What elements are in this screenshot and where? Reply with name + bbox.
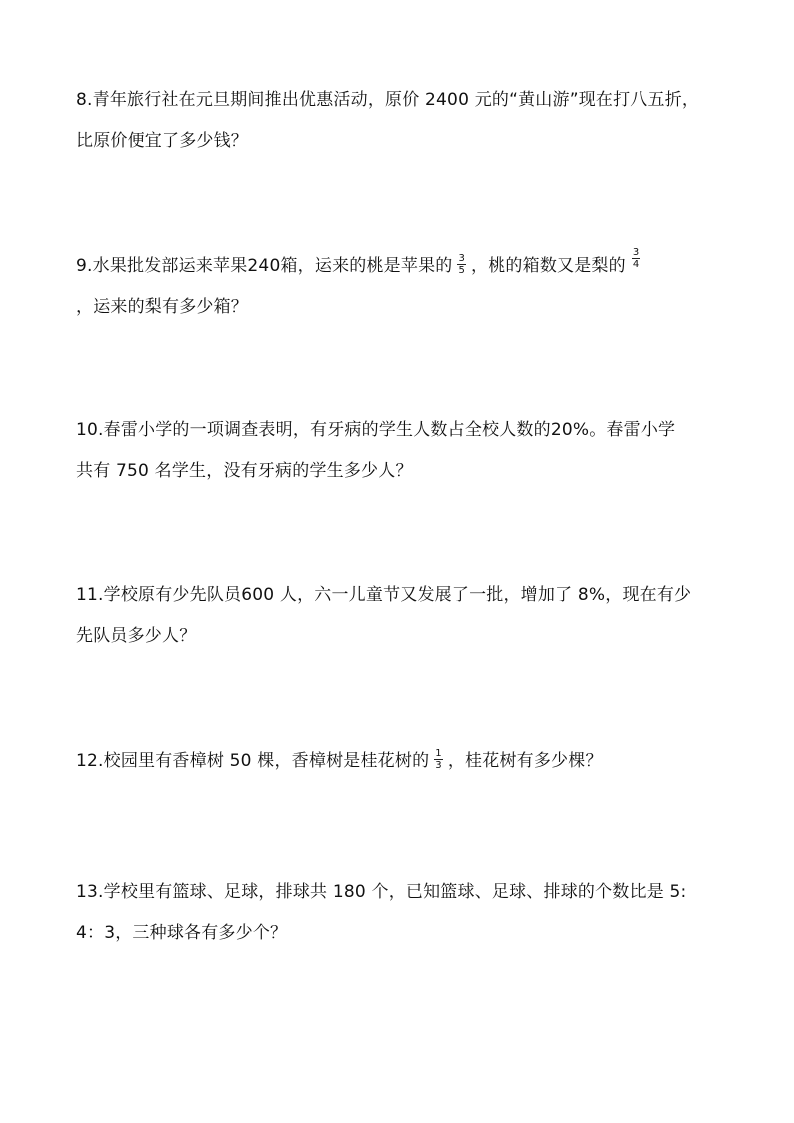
problem-13-line-1: 13.学校里有篮球、足球，排球共 180 个，已知篮球、足球、排球的个数比是 5:	[76, 882, 687, 902]
problem-11	[76, 575, 726, 657]
fraction-denominator: 3	[435, 759, 442, 771]
problem-11-line-1: 11.学校原有少先队员600 人，六一儿童节又发展了一批，增加了 8%，现在有少	[76, 585, 692, 605]
fraction-numerator: 3	[458, 252, 466, 264]
fraction-denominator: 5	[458, 264, 466, 276]
problem-12	[76, 741, 726, 782]
problem-8-line-2: 比原价便宜了多少钱？	[76, 131, 248, 151]
problem-8-line-1: 8.青年旅行社在元旦期间推出优惠活动，原价 2400 元的“黄山游”现在打八五折，	[76, 90, 700, 110]
problem-9-line-2: ，运来的梨有多少箱？	[76, 297, 248, 317]
problem-12-text-2: ，桂花树有多少棵？	[447, 751, 603, 771]
problem-9	[76, 246, 726, 328]
problem-9-text-1: 9.水果批发部运来苹果240箱，运来的桃是苹果的	[76, 256, 453, 276]
problem-9-text-2: ，桃的箱数又是梨的	[471, 256, 626, 276]
problem-11-line-2: 先队员多少人？	[76, 626, 197, 646]
problem-9-line-1	[76, 246, 726, 287]
fraction-denominator: 4	[632, 258, 640, 270]
problem-10	[76, 410, 726, 492]
problem-13	[76, 872, 726, 954]
fraction-three-fifths	[457, 253, 466, 276]
problem-12-line-1	[76, 741, 726, 782]
problem-12-text-1: 12.校园里有香樟树 50 棵，香樟树是桂花树的	[76, 751, 430, 771]
problem-10-line-2: 共有 750 名学生，没有牙病的学生多少人？	[76, 461, 413, 481]
fraction-numerator: 3	[632, 246, 640, 258]
fraction-numerator: 1	[435, 747, 442, 759]
fraction-one-third	[434, 748, 443, 771]
problem-13-line-2: 4：3，三种球各有多少个？	[76, 923, 288, 943]
problem-10-line-1: 10.春雷小学的一项调查表明，有牙病的学生人数占全校人数的20%。春雷小学	[76, 420, 676, 440]
fraction-three-quarters	[632, 247, 641, 270]
problem-8	[76, 80, 726, 162]
